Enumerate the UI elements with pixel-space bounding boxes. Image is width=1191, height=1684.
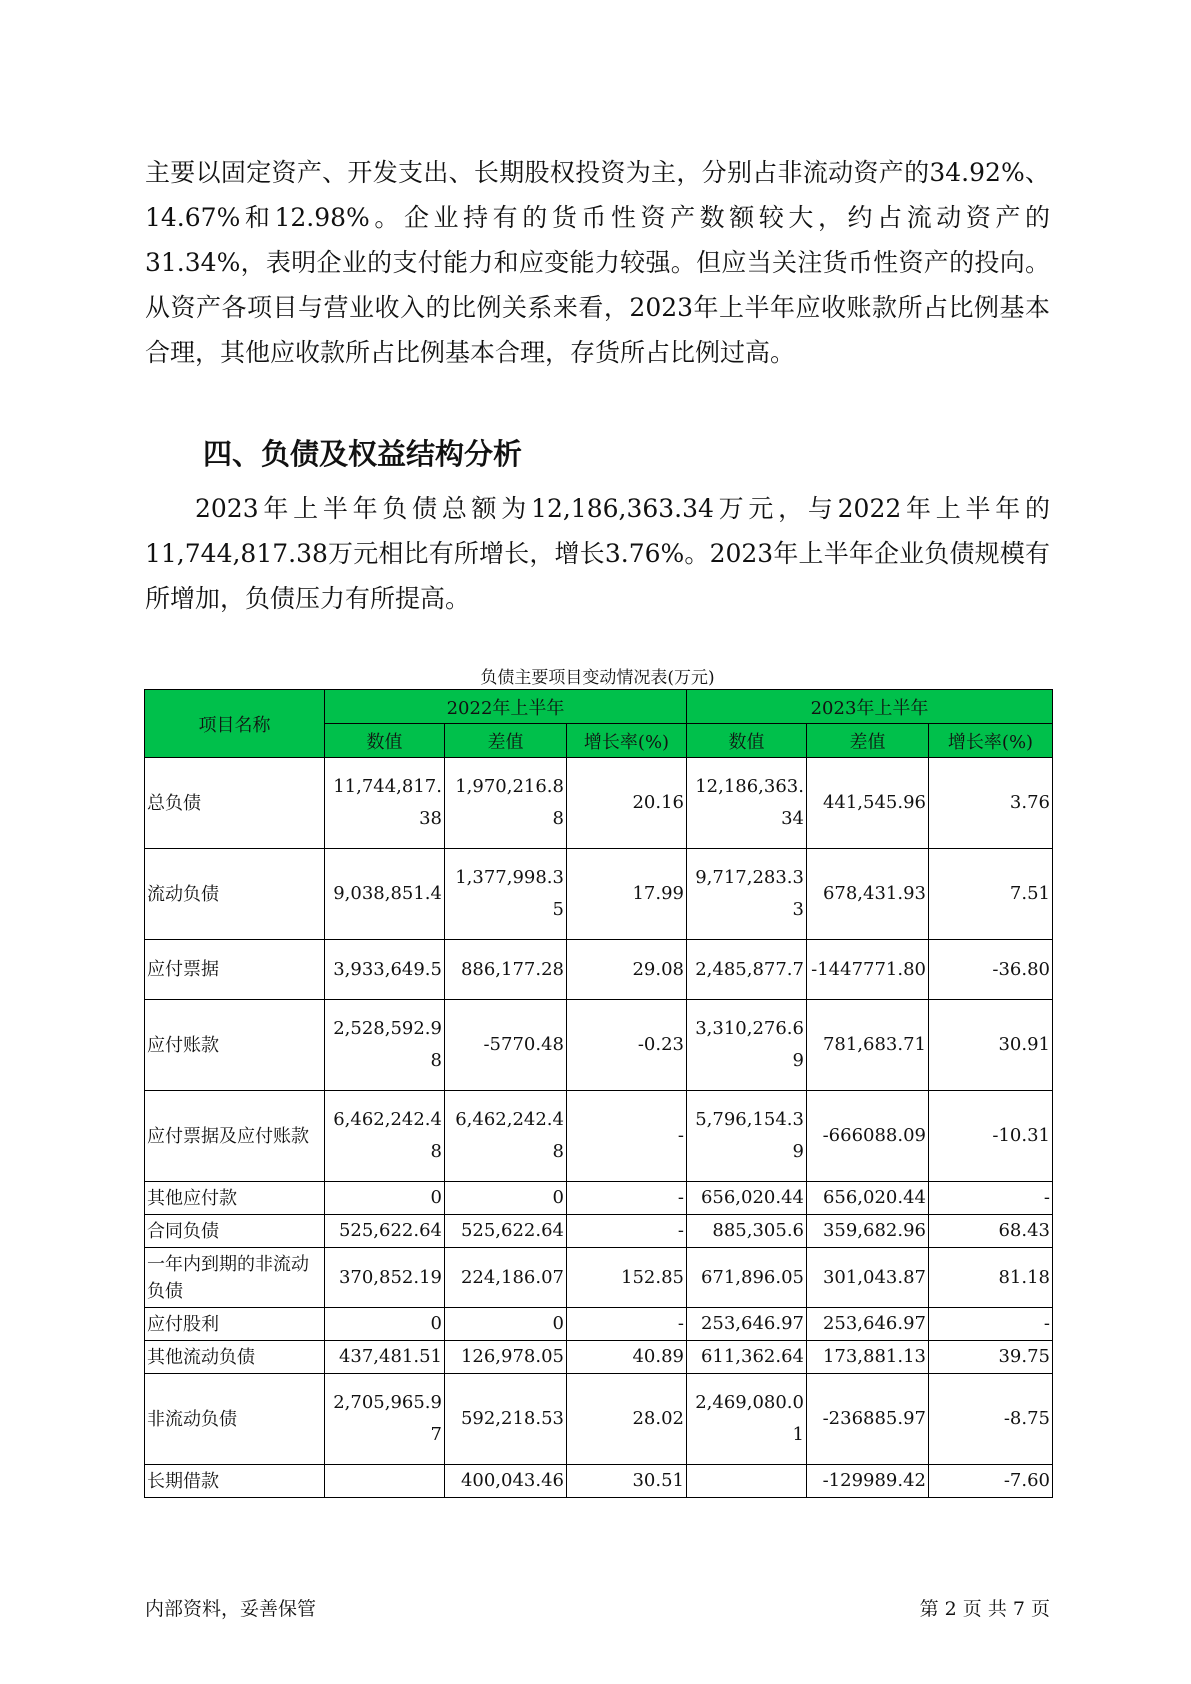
cell-diff-2023: -1447771.80 [807,940,929,1000]
cell-rate-2023: - [929,1182,1053,1215]
cell-diff-2023: 441,545.96 [807,758,929,849]
cell-value-2023: 611,362.64 [687,1341,807,1374]
table-row [145,1308,1053,1341]
cell-diff-2022: 1,377,998.35 [445,849,567,940]
cell-rate-2023: 39.75 [929,1341,1053,1374]
cell-diff-2023: 781,683.71 [807,1000,929,1091]
footer-page-number: 第 2 页 共 7 页 [919,1598,1050,1620]
table-row [145,1465,1053,1498]
cell-value-2023: 2,469,080.01 [687,1374,807,1465]
header-value-2023: 数值 [687,724,807,758]
cell-rate-2022: 30.51 [567,1465,687,1498]
cell-diff-2022: 400,043.46 [445,1465,567,1498]
row-label: 合同负债 [145,1215,325,1248]
cell-value-2022: 2,528,592.98 [325,1000,445,1091]
cell-rate-2023: 30.91 [929,1000,1053,1091]
header-value-2022: 数值 [325,724,445,758]
table-row [145,1182,1053,1215]
cell-rate-2023: 68.43 [929,1215,1053,1248]
row-label: 其他流动负债 [145,1341,325,1374]
cell-diff-2022: 525,622.64 [445,1215,567,1248]
paragraph-liability-summary: 2023年上半年负债总额为12,186,363.34万元，与2022年上半年的11,744,817.38万元相比有所增长，增长3.76%。2023年上半年企业负债规模有所增加，负债压力有所提高。 [145,494,1050,613]
cell-value-2023: 253,646.97 [687,1308,807,1341]
cell-value-2023: 12,186,363.34 [687,758,807,849]
header-rate-2023: 增长率(%) [929,724,1053,758]
cell-diff-2023: 359,682.96 [807,1215,929,1248]
cell-rate-2023: -10.31 [929,1091,1053,1182]
cell-value-2023 [687,1465,807,1498]
table-row [145,1215,1053,1248]
cell-value-2023: 9,717,283.33 [687,849,807,940]
cell-value-2022: 9,038,851.4 [325,849,445,940]
cell-rate-2023: 3.76 [929,758,1053,849]
row-label: 应付票据 [145,940,325,1000]
row-label: 流动负债 [145,849,325,940]
cell-value-2023: 3,310,276.69 [687,1000,807,1091]
paragraph-asset-summary: 主要以固定资产、开发支出、长期股权投资为主，分别占非流动资产的34.92%、14.67%和12.98%。企业持有的货币性资产数额较大，约占流动资产的31.34%，表明企业的支付能力和应变能力较强。但应当关注货币性资产的投向。从资产各项目与营业收入的比例关系来看，2023年上半年应收账款所占比例基本合理，其他应收款所占比例基本合理，存货所占比例过高。 [145,158,1050,367]
table-row [145,940,1053,1000]
cell-diff-2022: 592,218.53 [445,1374,567,1465]
cell-value-2022: 6,462,242.48 [325,1091,445,1182]
row-label: 应付票据及应付账款 [145,1091,325,1182]
cell-value-2022: 370,852.19 [325,1248,445,1308]
cell-diff-2022: 1,970,216.88 [445,758,567,849]
cell-rate-2022: 20.16 [567,758,687,849]
cell-value-2022: 525,622.64 [325,1215,445,1248]
cell-value-2022: 3,933,649.5 [325,940,445,1000]
row-label: 其他应付款 [145,1182,325,1215]
row-label: 应付账款 [145,1000,325,1091]
cell-rate-2023: -36.80 [929,940,1053,1000]
cell-diff-2022: -5770.48 [445,1000,567,1091]
cell-rate-2022: 152.85 [567,1248,687,1308]
header-diff-2023: 差值 [807,724,929,758]
cell-diff-2023: 301,043.87 [807,1248,929,1308]
row-label: 一年内到期的非流动负债 [145,1248,325,1308]
cell-value-2022: 0 [325,1308,445,1341]
cell-rate-2022: - [567,1308,687,1341]
cell-rate-2022: - [567,1215,687,1248]
section-heading: 四、负债及权益结构分析 [203,437,523,471]
cell-diff-2022: 0 [445,1308,567,1341]
cell-rate-2022: 40.89 [567,1341,687,1374]
row-label: 长期借款 [145,1465,325,1498]
header-diff-2022: 差值 [445,724,567,758]
table-row [145,758,1053,849]
table-caption: 负债主要项目变动情况表(万元) [480,668,715,688]
cell-rate-2022: 28.02 [567,1374,687,1465]
cell-value-2022: 0 [325,1182,445,1215]
cell-diff-2023: 678,431.93 [807,849,929,940]
cell-diff-2023: 253,646.97 [807,1308,929,1341]
cell-value-2023: 5,796,154.39 [687,1091,807,1182]
cell-rate-2023: 81.18 [929,1248,1053,1308]
cell-rate-2022: 17.99 [567,849,687,940]
cell-rate-2023: -7.60 [929,1465,1053,1498]
table-row [145,1091,1053,1182]
cell-value-2023: 2,485,877.7 [687,940,807,1000]
table-row [145,1374,1053,1465]
header-period-2023: 2023年上半年 [687,690,1053,724]
header-item-name: 项目名称 [145,690,325,758]
header-period-2022: 2022年上半年 [325,690,687,724]
cell-value-2022 [325,1465,445,1498]
row-label: 非流动负债 [145,1374,325,1465]
cell-diff-2023: 173,881.13 [807,1341,929,1374]
cell-value-2022: 2,705,965.97 [325,1374,445,1465]
footer-confidential-note: 内部资料，妥善保管 [145,1598,317,1620]
cell-diff-2022: 0 [445,1182,567,1215]
cell-value-2023: 671,896.05 [687,1248,807,1308]
cell-rate-2023: 7.51 [929,849,1053,940]
liability-table [144,689,1053,1498]
cell-diff-2022: 224,186.07 [445,1248,567,1308]
cell-rate-2022: -0.23 [567,1000,687,1091]
cell-diff-2023: -236885.97 [807,1374,929,1465]
cell-rate-2022: - [567,1182,687,1215]
row-label: 总负债 [145,758,325,849]
table-row [145,849,1053,940]
cell-rate-2023: -8.75 [929,1374,1053,1465]
cell-diff-2023: -666088.09 [807,1091,929,1182]
table-row [145,1341,1053,1374]
cell-diff-2022: 886,177.28 [445,940,567,1000]
header-rate-2022: 增长率(%) [567,724,687,758]
table-row [145,1248,1053,1308]
cell-rate-2022: - [567,1091,687,1182]
cell-value-2023: 656,020.44 [687,1182,807,1215]
cell-diff-2023: -129989.42 [807,1465,929,1498]
cell-value-2023: 885,305.6 [687,1215,807,1248]
cell-value-2022: 437,481.51 [325,1341,445,1374]
cell-diff-2022: 6,462,242.48 [445,1091,567,1182]
cell-rate-2023: - [929,1308,1053,1341]
table-row [145,1000,1053,1091]
cell-diff-2022: 126,978.05 [445,1341,567,1374]
cell-diff-2023: 656,020.44 [807,1182,929,1215]
row-label: 应付股利 [145,1308,325,1341]
cell-rate-2022: 29.08 [567,940,687,1000]
cell-value-2022: 11,744,817.38 [325,758,445,849]
